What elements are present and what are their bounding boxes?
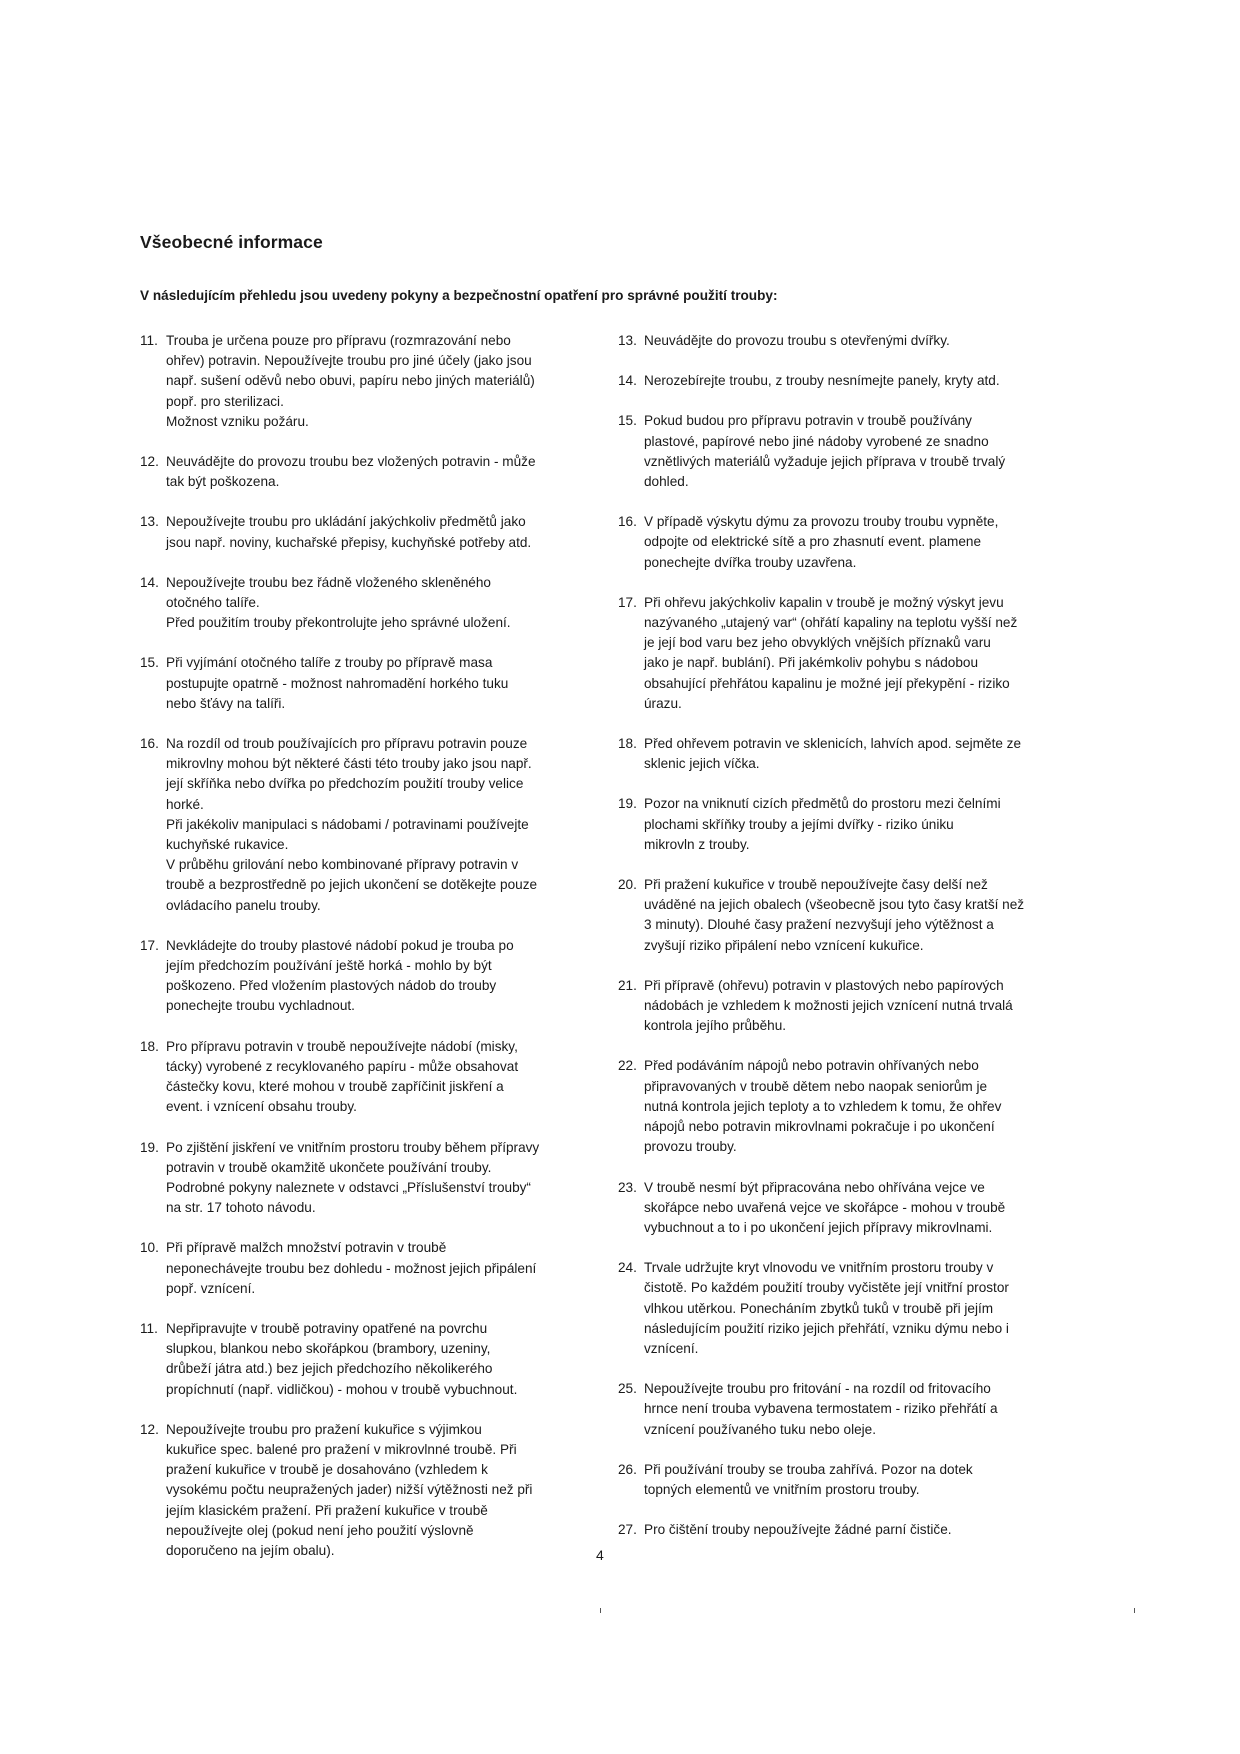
print-mark [600, 1608, 601, 1613]
item-text-line: Před podáváním nápojů nebo potravin ohřívaných nebo [644, 1058, 979, 1074]
item-spacer [618, 351, 1080, 371]
item-spacer [618, 1500, 1080, 1520]
item-spacer [140, 1118, 590, 1138]
item-text-line: Při přípravě (ohřevu) potravin v plastových nebo papírových [644, 977, 1004, 993]
item-text-line: nepoužívejte olej (pokud není jeho použití výslovně [166, 1522, 474, 1538]
item-spacer [140, 1218, 590, 1238]
item-spacer [140, 432, 590, 452]
item-text-line: potravin v troubě okamžitě ukončete používání trouby. [166, 1159, 492, 1175]
item-text-line: jako je např. bublání). Při jakémkoliv pohybu s nádobou [644, 655, 979, 671]
item-text-line: Nevkládejte do trouby plastové nádobí pokud je trouba po [166, 937, 514, 953]
item-text-line: Podrobné pokyny naleznete v odstavci „Příslušenství trouby“ [166, 1179, 531, 1195]
list-item [618, 331, 1080, 351]
list-item [140, 1319, 590, 1400]
item-text-line: Nepoužívejte troubu pro pražení kukuřice s výjimkou [166, 1421, 482, 1437]
item-spacer [618, 391, 1080, 411]
item-text-line: Trvale udržujte kryt vlnovodu ve vnitřním prostoru trouby v [644, 1260, 994, 1276]
item-text-line: Před ohřevem potravin ve sklenicích, lahvích apod. sejměte ze [644, 736, 1022, 752]
item-number: 16. [140, 736, 159, 752]
item-spacer [618, 573, 1080, 593]
item-text-line: jejím klasickém pražení. Při pražení kukuřice v troubě [166, 1502, 488, 1518]
item-text-line: vznětlivých materiálů vyžaduje jejich příprava v troubě trvalý [644, 453, 1006, 469]
item-text-line: jejím předchozím používání ještě horká - mohlo by být [166, 958, 492, 974]
item-spacer [140, 714, 590, 734]
list-item [140, 1238, 590, 1299]
item-text-line: Pro přípravu potravin v troubě nepoužívejte nádobí (misky, [166, 1038, 518, 1054]
item-spacer [618, 1036, 1080, 1056]
item-text-line: čistotě. Po každém použití trouby vyčistěte její vnitřní prostor [644, 1280, 1009, 1296]
list-item [140, 1138, 590, 1219]
item-text-line: Pro čištění trouby nepoužívejte žádné parní čističe. [644, 1522, 952, 1538]
item-text-line: troubě a bezprostředně po jejich ukončení se dotěkejte pouze [166, 877, 538, 893]
item-text-line: tak být poškozena. [166, 474, 280, 490]
item-text-line: poškozeno. Před vložením plastových nádob do trouby [166, 978, 497, 994]
item-number: 12. [140, 454, 159, 470]
item-number: 13. [140, 514, 159, 530]
item-text-line: topných elementů ve vnitřním prostoru trouby. [644, 1481, 920, 1497]
item-text-line: skořápce nebo uvařená vejce ve skořápce - mohou v troubě [644, 1199, 1006, 1215]
item-text-line: na str. 17 tohoto návodu. [166, 1200, 316, 1216]
item-text-line: Při vyjímání otočného talíře z trouby po přípravě masa [166, 655, 493, 671]
item-text-line: V troubě nesmí být připracována nebo ohřívána vejce ve [644, 1179, 985, 1195]
item-text-line: odpojte od elektrické sítě a pro zhasnutí event. plamene [644, 534, 982, 550]
list-item [140, 936, 590, 1017]
item-number: 19. [140, 1139, 159, 1155]
list-item [140, 1420, 590, 1561]
item-text-line: event. i vznícení obsahu trouby. [166, 1099, 357, 1115]
item-text-line: Nepoužívejte troubu bez řádně vloženého skleněného [166, 574, 491, 590]
item-number: 17. [618, 594, 637, 610]
item-text-line: Neuvádějte do provozu troubu bez vložených potravin - může [166, 454, 536, 470]
item-spacer [618, 956, 1080, 976]
page-title: Všeobecné informace [140, 232, 323, 252]
item-text-line: Neuvádějte do provozu troubu s otevřenými dvířky. [644, 333, 950, 348]
print-mark [1134, 1608, 1135, 1613]
item-text-line: mikrovln z trouby. [644, 836, 750, 852]
item-spacer [618, 492, 1080, 512]
item-spacer [140, 553, 590, 573]
item-text-line: V případě výskytu dýmu za provozu trouby troubu vypněte, [644, 514, 999, 530]
item-text-line: V průběhu grilování nebo kombinované přípravy potravin v [166, 857, 519, 873]
item-number: 11. [140, 1320, 158, 1336]
item-text-line: Při ohřevu jakýchkoliv kapalin v troubě je možný výskyt jevu [644, 594, 1004, 610]
item-text-line: doporučeno na jejím obalu). [166, 1542, 335, 1558]
item-text-line: uváděné na jejich obalech (všeobecně jsou tyto časy kratší než [644, 897, 1025, 913]
item-spacer [140, 492, 590, 512]
list-item [618, 593, 1080, 714]
item-spacer [140, 633, 590, 653]
item-number: 26. [618, 1461, 637, 1477]
list-item [140, 452, 590, 492]
list-item [618, 1379, 1080, 1440]
item-number: 25. [618, 1381, 637, 1397]
list-item [618, 734, 1080, 774]
item-number: 14. [140, 574, 159, 590]
item-text-line: pražení kukuřice v troubě je dosahováno (vzhledem k [166, 1462, 488, 1478]
item-text-line: Při jakékoliv manipulaci s nádobami / potravinami používejte [166, 816, 529, 832]
item-text-line: ohřev) potravin. Nepoužívejte troubu pro jiné účely (jako jsou [166, 353, 532, 369]
item-text-line: je její bod varu bez jeho obvyklých vnějších příznaků varu [644, 635, 991, 651]
item-text-line: nápojů nebo potravin mikrovlnami pokračuje i po ukončení [644, 1119, 995, 1135]
item-number: 15. [618, 413, 637, 429]
list-item [140, 1037, 590, 1118]
item-text-line: následujícím použití riziko jejich přehřátí, vzniku dýmu nebo i [644, 1320, 1009, 1336]
item-text-line: provozu trouby. [644, 1139, 737, 1155]
item-number: 14. [618, 373, 637, 389]
item-spacer [140, 1017, 590, 1037]
item-text-line: např. sušení oděvů nebo obuvi, papíru nebo jiných materiálů) [166, 373, 535, 389]
item-text-line: vysokému počtu neupražených jader) nižší výtěžnosti než při [166, 1482, 533, 1498]
item-text-line: obsahující přehřátou kapalinu je možné její překypění - riziko [644, 675, 1010, 691]
item-text-line: Pozor na vniknutí cizích předmětů do prostoru mezi čelními [644, 796, 1001, 812]
right-column [618, 331, 1080, 1540]
item-text-line: tácky) vyrobené z recyklovaného papíru - může obsahovat [166, 1058, 519, 1074]
item-text-line: částečky kovu, které mohou v troubě zapříčinit jiskření a [166, 1079, 504, 1095]
item-text-line: úrazu. [644, 695, 682, 711]
item-text-line: dohled. [644, 474, 689, 490]
list-item [618, 875, 1080, 956]
item-text-line: Nepoužívejte troubu pro ukládání jakýchkoliv předmětů jako [166, 514, 526, 530]
item-number: 21. [618, 977, 637, 993]
item-text-line: slupkou, blankou nebo skořápkou (brambory, uzeniny, [166, 1341, 491, 1357]
item-number: 22. [618, 1058, 637, 1074]
item-number: 18. [618, 736, 637, 752]
item-text-line: kukuřice spec. balené pro pražení v mikrovlnné troubě. Při [166, 1441, 517, 1457]
item-text-line: horké. [166, 796, 204, 812]
item-number: 20. [618, 877, 637, 893]
item-text-line: připravovaných v troubě dětem nebo naopak seniorům je [644, 1078, 988, 1094]
item-text-line: plastové, papírové nebo jiné nádoby vyrobené ze snadno [644, 433, 989, 449]
list-item [618, 976, 1080, 1037]
item-text-line: 3 minuty). Dlouhé časy pražení nezvyšují jeho výtěžnost a [644, 917, 994, 933]
item-number: 27. [618, 1522, 637, 1538]
item-text-line: Po zjištění jiskření ve vnitřním prostoru trouby během přípravy [166, 1139, 540, 1155]
item-spacer [618, 1238, 1080, 1258]
item-text-line: Při přípravě malžch množství potravin v troubě [166, 1240, 447, 1256]
item-text-line: popř. pro sterilizaci. [166, 393, 284, 409]
item-text-line: Na rozdíl od troub používajících pro přípravu potravin pouze [166, 736, 528, 752]
item-text-line: Nerozebírejte troubu, z trouby nesnímejte panely, kryty atd. [644, 373, 1000, 389]
item-text-line: Možnost vzniku požáru. [166, 413, 309, 429]
page-number: 4 [596, 1547, 604, 1563]
list-item [618, 1178, 1080, 1239]
item-text-line: plochami skříňky trouby a jejími dvířky - riziko úniku [644, 816, 954, 832]
item-number: 11. [140, 333, 158, 348]
item-spacer [140, 1299, 590, 1319]
item-spacer [618, 1158, 1080, 1178]
item-spacer [140, 1400, 590, 1420]
item-text-line: Při pražení kukuřice v troubě nepoužívejte časy delší než [644, 877, 988, 893]
item-spacer [618, 714, 1080, 734]
list-item [618, 1258, 1080, 1359]
list-item [618, 512, 1080, 573]
left-column [140, 331, 590, 1561]
item-number: 12. [140, 1421, 159, 1437]
item-text-line: postupujte opatrně - možnost nahromadění horkého tuku [166, 675, 509, 691]
item-text-line: nádobách je vzhledem k možnosti jejich vznícení nutná trvalá [644, 998, 1013, 1014]
item-text-line: otočného talíře. [166, 595, 260, 611]
item-text-line: sklenic jejich víčka. [644, 756, 760, 772]
item-text-line: jsou např. noviny, kuchařské přepisy, kuchyňské potřeby atd. [166, 534, 532, 550]
item-text-line: vznícení. [644, 1340, 699, 1356]
item-number: 10. [140, 1240, 159, 1256]
item-text-line: nutná kontrola jejich teploty a to vzhledem k tomu, že ohřev [644, 1098, 1002, 1114]
item-spacer [140, 916, 590, 936]
list-item [618, 1056, 1080, 1157]
item-text-line: Trouba je určena pouze pro přípravu (rozmrazování nebo [166, 333, 511, 348]
item-text-line: kuchyňské rukavice. [166, 837, 289, 853]
item-text-line: zvyšují riziko připálení nebo vznícení kukuřice. [644, 937, 924, 953]
item-text-line: nazývaného „utajený var“ (ohřátí kapaliny na teplotu vyšší než [644, 615, 1018, 631]
item-text-line: propíchnutí (např. vidličkou) - mohou v troubě vybuchnout. [166, 1381, 518, 1397]
item-text-line: ponechejte troubu vychladnout. [166, 998, 355, 1014]
list-item [140, 573, 590, 634]
list-item [140, 653, 590, 714]
item-text-line: kontrola jejího průběhu. [644, 1018, 787, 1034]
list-item [140, 331, 590, 432]
item-text-line: Před použitím trouby překontrolujte jeho správné uložení. [166, 615, 511, 631]
item-text-line: neponechávejte troubu bez dohledu - možnost jejich připálení [166, 1260, 537, 1276]
list-item [140, 512, 590, 552]
item-spacer [618, 774, 1080, 794]
item-text-line: hrnce není trouba vybavena termostatem - riziko přehřátí a [644, 1401, 998, 1417]
item-text-line: její skříňka nebo dvířka po předchozím použití trouby velice [166, 776, 524, 792]
list-item [618, 411, 1080, 492]
item-spacer [618, 1440, 1080, 1460]
item-text-line: Nepoužívejte troubu pro fritování - na rozdíl od fritovacího [644, 1381, 991, 1397]
list-item [618, 1460, 1080, 1500]
item-text-line: vznícení používaného tuku nebo oleje. [644, 1421, 877, 1437]
item-text-line: Pokud budou pro přípravu potravin v troubě používány [644, 413, 972, 429]
list-item [618, 1520, 1080, 1540]
page-subtitle: V následujícím přehledu jsou uvedeny pokyny a bezpečnostní opatření pro správné použití trouby: [140, 288, 778, 303]
list-item [618, 794, 1080, 855]
item-text-line: vlhkou utěrkou. Ponecháním zbytků tuků v troubě při jejím [644, 1300, 994, 1316]
item-text-line: mikrovlny mohou být některé části této trouby jako jsou např. [166, 756, 532, 772]
item-text-line: ovládacího panelu trouby. [166, 897, 321, 913]
item-text-line: nebo šťávy na talíři. [166, 695, 286, 711]
item-text-line: Při používání trouby se trouba zahřívá. Pozor na dotek [644, 1461, 973, 1477]
item-number: 17. [140, 937, 159, 953]
item-text-line: ponechejte dvířka trouby uzavřena. [644, 554, 857, 570]
item-text-line: vybuchnout a to i po ukončení jejich přípravy mikrovlnami. [644, 1219, 993, 1235]
item-text-line: drůbeží játra atd.) bez jejich předchozího několikerého [166, 1361, 493, 1377]
item-number: 18. [140, 1038, 159, 1054]
list-item [618, 371, 1080, 391]
item-text-line: Nepřipravujte v troubě potraviny opatřené na povrchu [166, 1320, 488, 1336]
item-number: 23. [618, 1179, 637, 1195]
item-spacer [618, 855, 1080, 875]
item-text-line: popř. vznícení. [166, 1280, 256, 1296]
list-item [140, 734, 590, 916]
item-number: 19. [618, 796, 637, 812]
item-number: 24. [618, 1260, 637, 1276]
item-number: 15. [140, 655, 159, 671]
item-number: 13. [618, 333, 637, 348]
item-spacer [618, 1359, 1080, 1379]
item-number: 16. [618, 514, 637, 530]
